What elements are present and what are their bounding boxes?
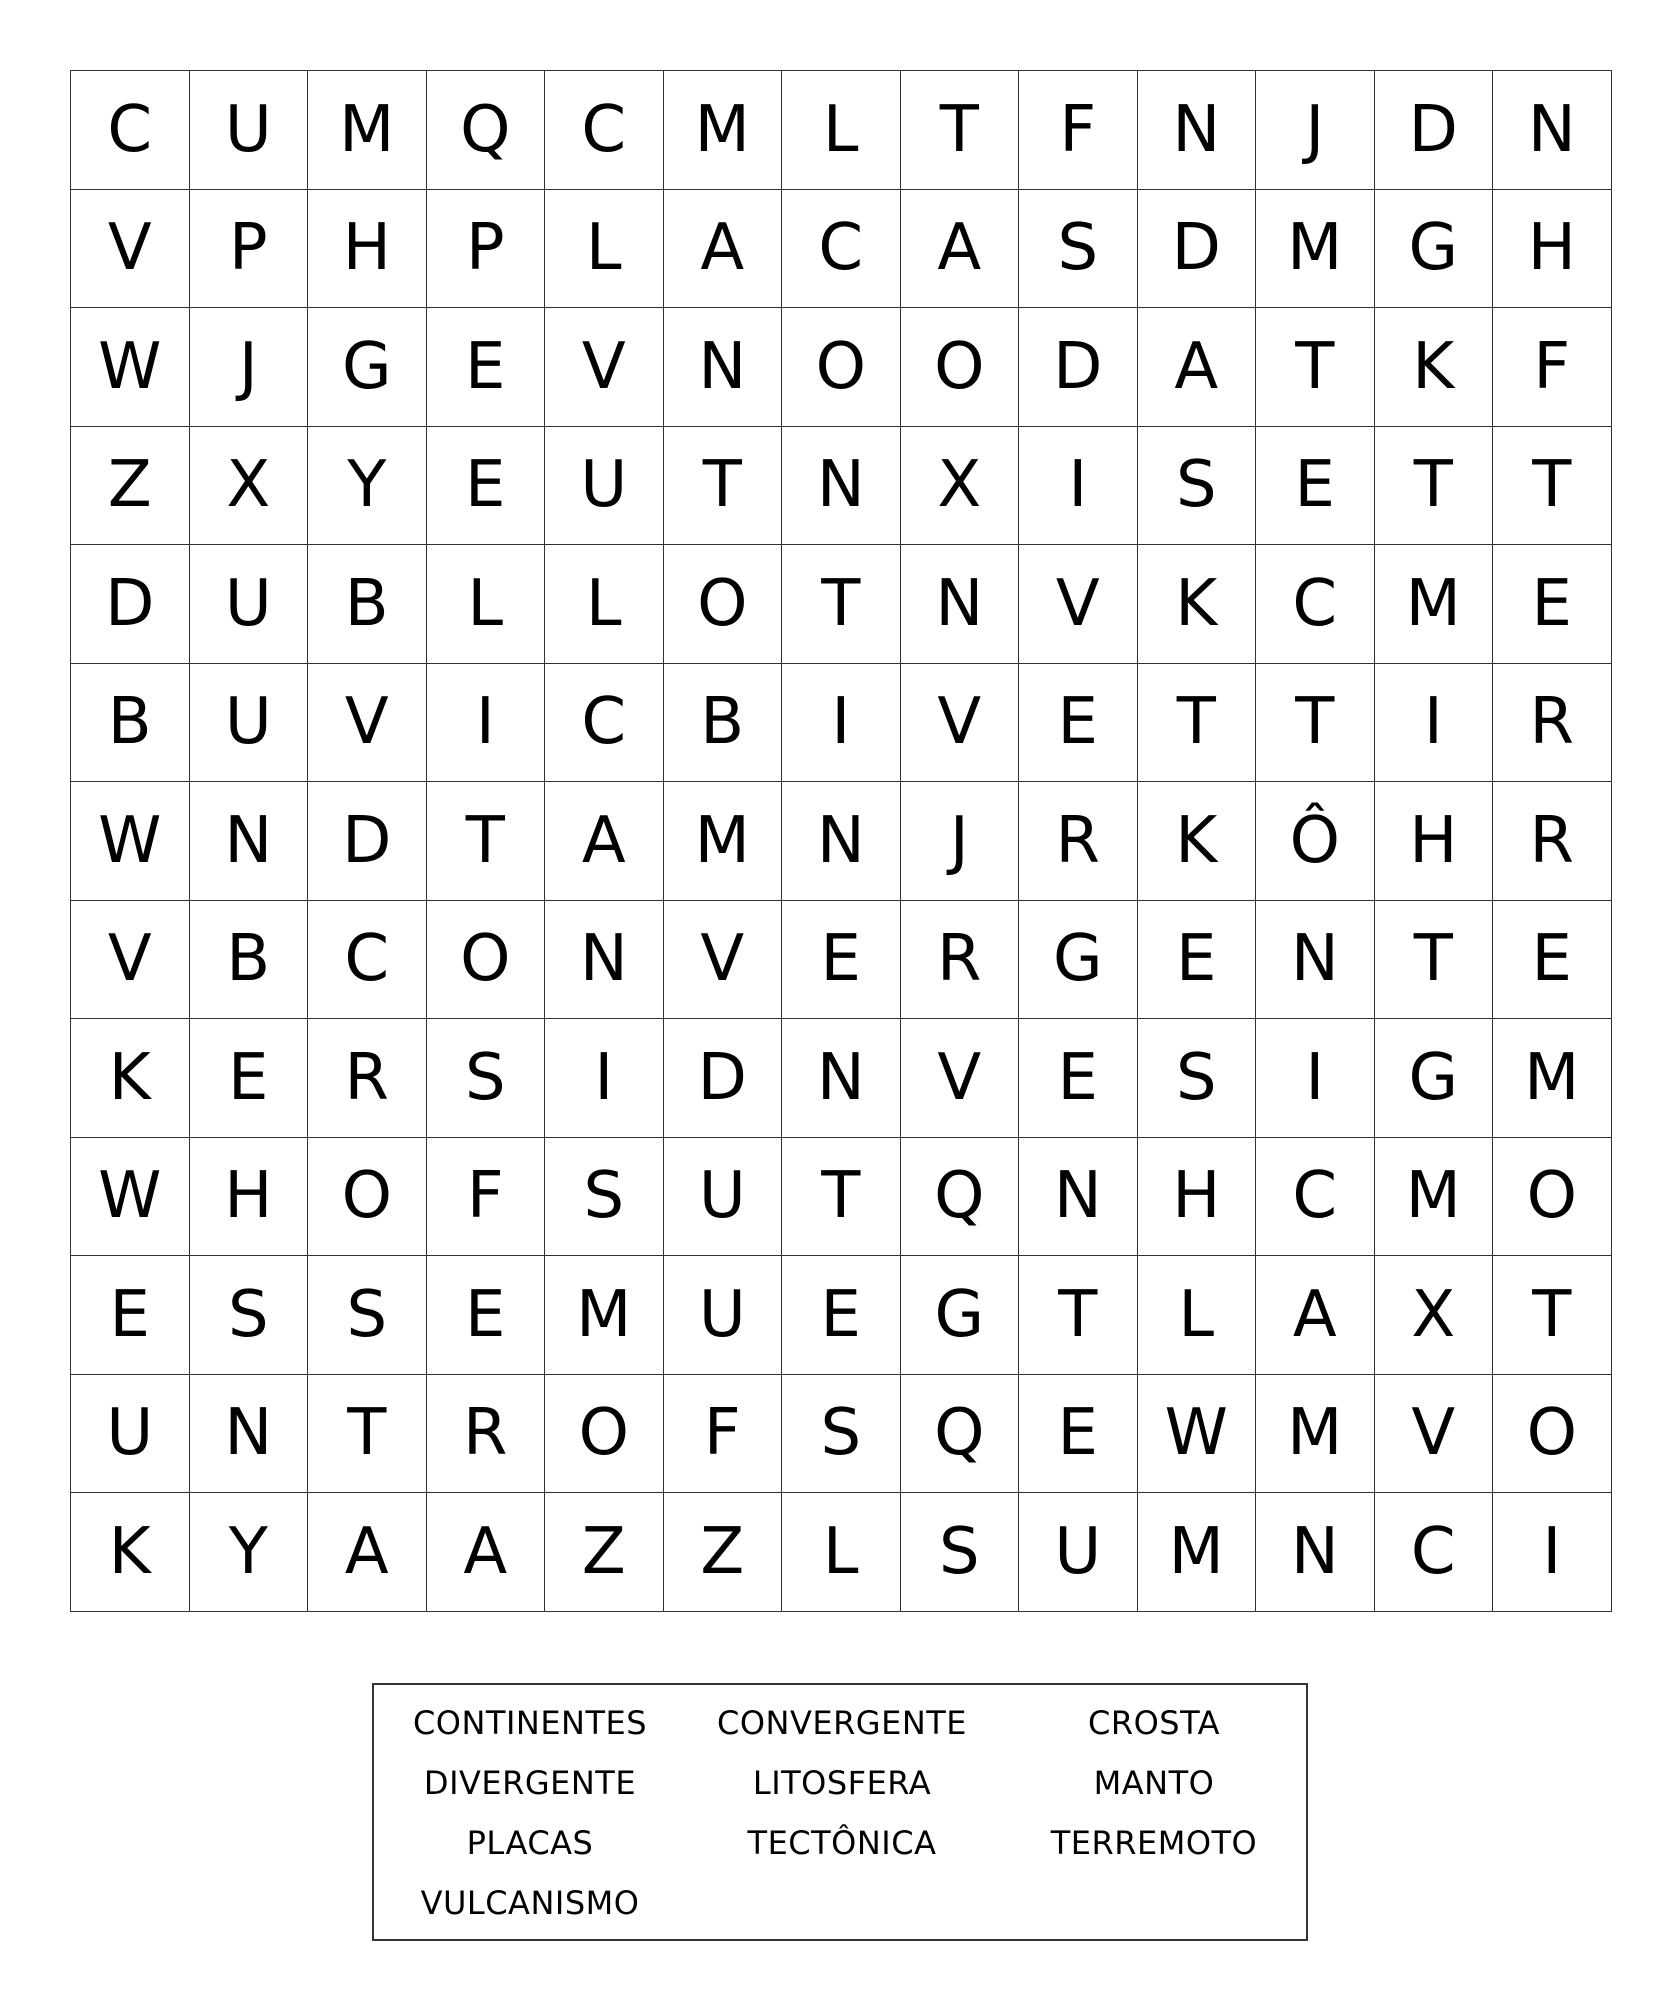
- grid-cell[interactable]: S: [427, 1019, 546, 1138]
- grid-cell[interactable]: A: [664, 190, 783, 309]
- grid-cell[interactable]: W: [1138, 1375, 1257, 1494]
- grid-cell[interactable]: O: [1493, 1375, 1612, 1494]
- grid-cell[interactable]: U: [190, 71, 309, 190]
- grid-cell[interactable]: F: [427, 1138, 546, 1257]
- grid-cell[interactable]: V: [308, 664, 427, 783]
- word-list-item: TERREMOTO: [1050, 1824, 1258, 1862]
- grid-cell[interactable]: C: [308, 901, 427, 1020]
- grid-cell[interactable]: C: [1375, 1493, 1494, 1612]
- grid-cell[interactable]: I: [1493, 1493, 1612, 1612]
- grid-cell[interactable]: E: [1493, 901, 1612, 1020]
- grid-cell[interactable]: D: [1138, 190, 1257, 309]
- word-list-item: DIVERGENTE: [423, 1764, 637, 1802]
- grid-cell[interactable]: T: [1493, 1256, 1612, 1375]
- grid-cell[interactable]: R: [901, 901, 1020, 1020]
- grid-cell[interactable]: V: [1019, 545, 1138, 664]
- grid-cell[interactable]: D: [71, 545, 190, 664]
- grid-cell[interactable]: I: [545, 1019, 664, 1138]
- grid-cell[interactable]: B: [190, 901, 309, 1020]
- grid-cell[interactable]: V: [664, 901, 783, 1020]
- grid-cell[interactable]: N: [1256, 901, 1375, 1020]
- word-list-item: LITOSFERA: [752, 1764, 932, 1802]
- grid-cell[interactable]: O: [782, 308, 901, 427]
- grid-cell[interactable]: E: [1019, 1375, 1138, 1494]
- grid-cell[interactable]: G: [901, 1256, 1020, 1375]
- grid-cell[interactable]: S: [901, 1493, 1020, 1612]
- grid-cell[interactable]: Z: [545, 1493, 664, 1612]
- grid-cell[interactable]: T: [782, 1138, 901, 1257]
- word-list-item: TECTÔNICA: [747, 1824, 937, 1862]
- grid-cell[interactable]: H: [1375, 782, 1494, 901]
- grid-cell[interactable]: J: [1256, 71, 1375, 190]
- grid-cell[interactable]: N: [545, 901, 664, 1020]
- grid-cell[interactable]: O: [308, 1138, 427, 1257]
- grid-cell[interactable]: E: [1493, 545, 1612, 664]
- grid-cell[interactable]: G: [308, 308, 427, 427]
- grid-cell[interactable]: D: [1375, 71, 1494, 190]
- grid-cell[interactable]: R: [1493, 782, 1612, 901]
- grid-cell[interactable]: T: [1493, 427, 1612, 546]
- grid-cell[interactable]: A: [1256, 1256, 1375, 1375]
- grid-cell[interactable]: E: [782, 901, 901, 1020]
- grid-cell[interactable]: K: [1375, 308, 1494, 427]
- grid-cell[interactable]: N: [1019, 1138, 1138, 1257]
- grid-cell[interactable]: X: [901, 427, 1020, 546]
- grid-cell[interactable]: K: [71, 1019, 190, 1138]
- grid-cell[interactable]: X: [190, 427, 309, 546]
- grid-cell[interactable]: E: [782, 1256, 901, 1375]
- grid-cell[interactable]: M: [664, 782, 783, 901]
- grid-cell[interactable]: Q: [901, 1375, 1020, 1494]
- word-list-item: MANTO: [1093, 1764, 1215, 1802]
- grid-cell[interactable]: F: [1019, 71, 1138, 190]
- grid-cell[interactable]: E: [190, 1019, 309, 1138]
- grid-cell[interactable]: L: [782, 1493, 901, 1612]
- grid-cell[interactable]: U: [190, 545, 309, 664]
- grid-cell[interactable]: A: [1138, 308, 1257, 427]
- grid-cell[interactable]: D: [308, 782, 427, 901]
- grid-cell[interactable]: H: [190, 1138, 309, 1257]
- grid-cell[interactable]: E: [427, 1256, 546, 1375]
- grid-cell[interactable]: T: [1019, 1256, 1138, 1375]
- grid-cell[interactable]: S: [545, 1138, 664, 1257]
- grid-cell[interactable]: G: [1375, 190, 1494, 309]
- grid-cell[interactable]: R: [1493, 664, 1612, 783]
- grid-cell[interactable]: I: [1019, 427, 1138, 546]
- grid-cell[interactable]: H: [308, 190, 427, 309]
- grid-cell[interactable]: L: [1138, 1256, 1257, 1375]
- grid-cell[interactable]: K: [1138, 545, 1257, 664]
- grid-cell[interactable]: T: [1375, 901, 1494, 1020]
- grid-cell[interactable]: N: [1256, 1493, 1375, 1612]
- grid-cell[interactable]: J: [190, 308, 309, 427]
- grid-cell[interactable]: E: [1256, 427, 1375, 546]
- grid-cell[interactable]: L: [545, 545, 664, 664]
- grid-cell[interactable]: E: [71, 1256, 190, 1375]
- grid-cell[interactable]: F: [664, 1375, 783, 1494]
- grid-cell[interactable]: A: [427, 1493, 546, 1612]
- grid-cell[interactable]: R: [308, 1019, 427, 1138]
- grid-cell[interactable]: M: [1375, 545, 1494, 664]
- grid-cell[interactable]: Q: [901, 1138, 1020, 1257]
- grid-cell[interactable]: Ô: [1256, 782, 1375, 901]
- grid-cell[interactable]: J: [901, 782, 1020, 901]
- grid-cell[interactable]: I: [782, 664, 901, 783]
- grid-cell[interactable]: E: [1019, 1019, 1138, 1138]
- grid-cell[interactable]: I: [1256, 1019, 1375, 1138]
- grid-cell[interactable]: U: [190, 664, 309, 783]
- grid-cell[interactable]: U: [71, 1375, 190, 1494]
- grid-cell[interactable]: O: [545, 1375, 664, 1494]
- grid-cell[interactable]: H: [1493, 190, 1612, 309]
- word-list-item: CONVERGENTE: [716, 1704, 968, 1742]
- grid-cell[interactable]: N: [782, 1019, 901, 1138]
- grid-cell[interactable]: T: [1138, 664, 1257, 783]
- grid-cell[interactable]: T: [308, 1375, 427, 1494]
- grid-cell[interactable]: E: [1019, 664, 1138, 783]
- grid-cell[interactable]: U: [664, 1256, 783, 1375]
- grid-cell[interactable]: T: [1375, 427, 1494, 546]
- grid-cell[interactable]: V: [1375, 1375, 1494, 1494]
- grid-cell[interactable]: S: [1138, 427, 1257, 546]
- grid-cell[interactable]: L: [427, 545, 546, 664]
- grid-cell[interactable]: M: [545, 1256, 664, 1375]
- grid-cell[interactable]: N: [1493, 71, 1612, 190]
- grid-cell[interactable]: C: [1256, 1138, 1375, 1257]
- grid-cell[interactable]: L: [545, 190, 664, 309]
- grid-cell[interactable]: O: [1493, 1138, 1612, 1257]
- word-list-box: [372, 1683, 1308, 1941]
- grid-cell[interactable]: T: [1256, 308, 1375, 427]
- grid-cell[interactable]: N: [664, 308, 783, 427]
- grid-cell[interactable]: V: [901, 664, 1020, 783]
- word-list-item: PLACAS: [466, 1824, 594, 1862]
- grid-cell[interactable]: M: [308, 71, 427, 190]
- grid-cell[interactable]: V: [71, 190, 190, 309]
- grid-cell[interactable]: Y: [190, 1493, 309, 1612]
- grid-cell[interactable]: C: [782, 190, 901, 309]
- grid-cell[interactable]: A: [901, 190, 1020, 309]
- grid-cell[interactable]: E: [427, 427, 546, 546]
- grid-cell[interactable]: M: [1256, 190, 1375, 309]
- word-list-item: CROSTA: [1087, 1704, 1221, 1742]
- grid-cell[interactable]: N: [782, 782, 901, 901]
- grid-cell[interactable]: T: [901, 71, 1020, 190]
- word-search-grid: [70, 70, 1612, 1612]
- grid-cell[interactable]: P: [190, 190, 309, 309]
- grid-cell[interactable]: B: [71, 664, 190, 783]
- grid-cell[interactable]: N: [190, 782, 309, 901]
- grid-cell[interactable]: T: [782, 545, 901, 664]
- grid-cell[interactable]: S: [1138, 1019, 1257, 1138]
- grid-cell[interactable]: M: [664, 71, 783, 190]
- grid-cell[interactable]: A: [308, 1493, 427, 1612]
- grid-cell[interactable]: X: [1375, 1256, 1494, 1375]
- grid-cell[interactable]: W: [71, 782, 190, 901]
- grid-cell[interactable]: E: [427, 308, 546, 427]
- grid-cell[interactable]: R: [427, 1375, 546, 1494]
- grid-cell[interactable]: D: [664, 1019, 783, 1138]
- grid-cell[interactable]: C: [71, 71, 190, 190]
- grid-cell[interactable]: N: [782, 427, 901, 546]
- grid-cell[interactable]: W: [71, 1138, 190, 1257]
- grid-cell[interactable]: M: [1256, 1375, 1375, 1494]
- grid-cell[interactable]: N: [190, 1375, 309, 1494]
- grid-cell[interactable]: Q: [427, 71, 546, 190]
- grid-cell[interactable]: C: [545, 664, 664, 783]
- grid-cell[interactable]: C: [1256, 545, 1375, 664]
- grid-cell[interactable]: V: [71, 901, 190, 1020]
- grid-cell[interactable]: O: [901, 308, 1020, 427]
- grid-cell[interactable]: K: [71, 1493, 190, 1612]
- grid-cell[interactable]: Z: [664, 1493, 783, 1612]
- word-list-item: CONTINENTES: [412, 1704, 648, 1742]
- grid-cell[interactable]: N: [901, 545, 1020, 664]
- grid-cell[interactable]: Z: [71, 427, 190, 546]
- grid-cell[interactable]: M: [1138, 1493, 1257, 1612]
- grid-cell[interactable]: S: [308, 1256, 427, 1375]
- grid-cell[interactable]: W: [71, 308, 190, 427]
- word-list-item: VULCANISMO: [420, 1884, 640, 1922]
- grid-cell[interactable]: T: [427, 782, 546, 901]
- grid-cell[interactable]: L: [782, 71, 901, 190]
- grid-cell[interactable]: V: [545, 308, 664, 427]
- grid-cell[interactable]: U: [664, 1138, 783, 1257]
- grid-cell[interactable]: H: [1138, 1138, 1257, 1257]
- grid-cell[interactable]: P: [427, 190, 546, 309]
- grid-cell[interactable]: E: [1138, 901, 1257, 1020]
- grid-cell[interactable]: O: [427, 901, 546, 1020]
- grid-cell[interactable]: G: [1019, 901, 1138, 1020]
- grid-cell[interactable]: Y: [308, 427, 427, 546]
- grid-cell[interactable]: S: [190, 1256, 309, 1375]
- grid-cell[interactable]: T: [1256, 664, 1375, 783]
- grid-cell[interactable]: D: [1019, 308, 1138, 427]
- grid-cell[interactable]: M: [1375, 1138, 1494, 1257]
- grid-cell[interactable]: B: [308, 545, 427, 664]
- grid-cell[interactable]: V: [901, 1019, 1020, 1138]
- grid-cell[interactable]: R: [1019, 782, 1138, 901]
- grid-cell[interactable]: B: [664, 664, 783, 783]
- grid-cell[interactable]: U: [1019, 1493, 1138, 1612]
- grid-cell[interactable]: A: [545, 782, 664, 901]
- grid-cell[interactable]: S: [782, 1375, 901, 1494]
- grid-cell[interactable]: I: [427, 664, 546, 783]
- grid-cell[interactable]: F: [1493, 308, 1612, 427]
- grid-cell[interactable]: G: [1375, 1019, 1494, 1138]
- grid-cell[interactable]: S: [1019, 190, 1138, 309]
- grid-cell[interactable]: K: [1138, 782, 1257, 901]
- grid-cell[interactable]: U: [545, 427, 664, 546]
- grid-cell[interactable]: C: [545, 71, 664, 190]
- grid-cell[interactable]: T: [664, 427, 783, 546]
- grid-cell[interactable]: M: [1493, 1019, 1612, 1138]
- grid-cell[interactable]: I: [1375, 664, 1494, 783]
- grid-cell[interactable]: O: [664, 545, 783, 664]
- grid-cell[interactable]: N: [1138, 71, 1257, 190]
